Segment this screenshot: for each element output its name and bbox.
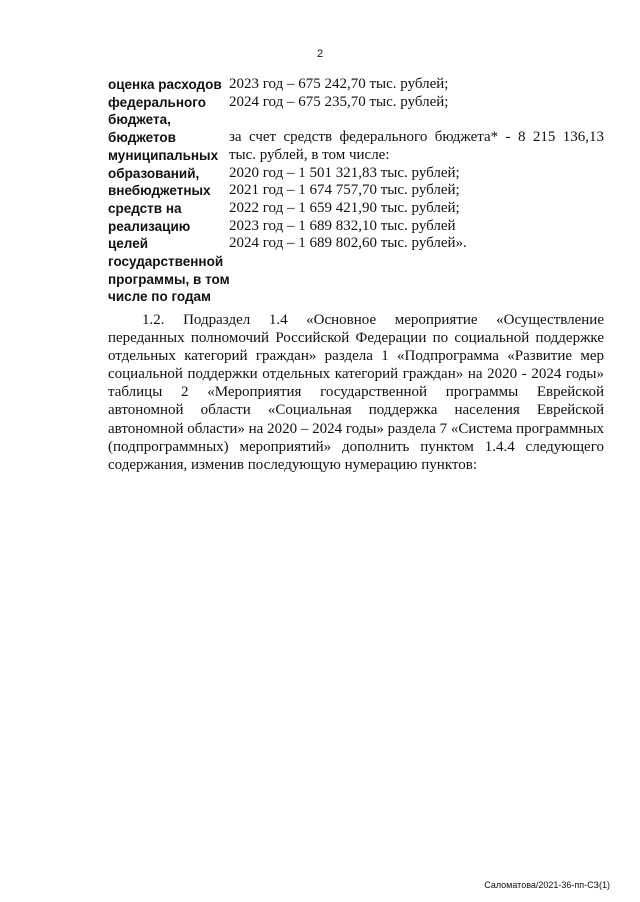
federal-year-2020: 2020 год – 1 501 321,83 тыс. рублей; [229,164,460,181]
label-line: внебюджетных [108,183,211,199]
funding-value-column [229,76,604,253]
label-line: федерального [108,94,206,110]
document-footer-code: Саломатова/2021-36-пп-СЗ(1) [484,880,610,890]
funding-label-column [108,76,230,306]
page-number: 2 [316,48,324,60]
federal-budget-heading: за счет средств федерального бюджета* - 8 215 136,13 [229,129,604,146]
paragraph-line: содержания, изменив последующую нумерацию пунктов: [108,456,478,473]
label-line: бюджетов [108,130,176,146]
federal-year-2023: 2023 год – 1 689 832,10 тыс. рублей [229,217,456,234]
paragraph-line: социальной поддержки отдельных категорий граждан» на 2020 - 2024 годы» [108,366,604,383]
label-line: целей [108,236,149,252]
label-line: реализацию [108,218,191,234]
label-line: числе по годам [108,289,212,305]
label-line: государственной [108,254,224,270]
paragraph-line: отдельных категорий граждан» раздела 1 «Подпрограмма «Развитие мер [108,348,604,365]
federal-year-2024: 2024 год – 1 689 802,60 тыс. рублей». [229,235,467,252]
year-amount-2023-total: 2023 год – 675 242,70 тыс. рублей; [229,76,449,92]
label-line: образований, [108,165,200,181]
label-line: средств на [108,200,182,216]
label-line: оценка расходов [108,77,222,92]
spacer [229,111,604,129]
label-line: муниципальных [108,147,219,163]
paragraph-line: автономной области» на 2020 – 2024 годы» раздела 7 «Система программных [108,420,605,437]
paragraph-line: 1.2. Подраздел 1.4 «Основное мероприятие «Осуществление [142,312,604,328]
paragraph-line: переданных полномочий Российской Федерации по социальной поддержке [108,330,604,347]
paragraph-line: автономной области «Социальная поддержка населения Еврейской [108,402,604,419]
paragraph-line: (подпрограммных) мероприятий» дополнить пунктом 1.4.4 следующего [108,438,604,455]
federal-year-2021: 2021 год – 1 674 757,70 тыс. рублей; [229,182,460,199]
label-line: программы, в том [108,271,230,287]
label-line: бюджета, [108,112,171,128]
paragraph-line: таблицы 2 «Мероприятия государственной программы Еврейской [108,384,604,401]
federal-budget-heading-continued: тыс. рублей, в том числе: [229,146,390,163]
year-amount-2024-total: 2024 год – 675 235,70 тыс. рублей; [229,93,449,110]
amendment-paragraph [108,311,604,474]
federal-year-2022: 2022 год – 1 659 421,90 тыс. рублей; [229,199,460,216]
